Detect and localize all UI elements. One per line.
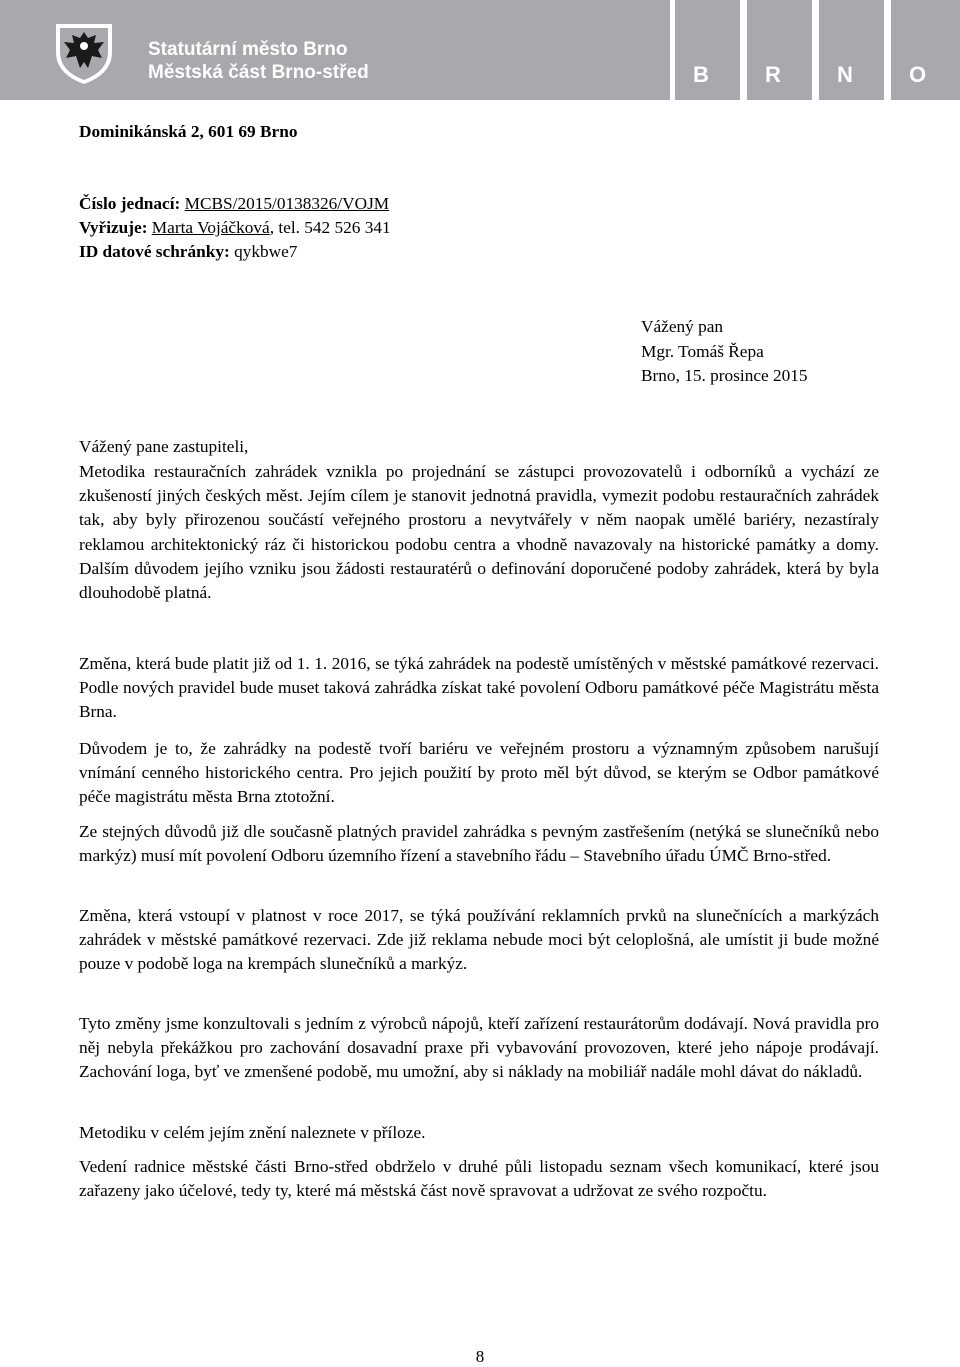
body-paragraph-2: Změna, která bude platit již od 1. 1. 2016, se týká zahrádek na podestě umístěných v městské památkové rezervaci. Podle nových pravidel bude muset taková zahrádka získat také povolení Odboru památkové péče Magistrátu města Brna. — [79, 654, 879, 722]
handler-phone: , tel. 542 526 341 — [269, 218, 391, 237]
databox-label: ID datové schránky: — [79, 242, 230, 261]
organization-name — [148, 38, 369, 84]
brno-logo-cell-o — [891, 0, 960, 100]
body-paragraph-1: Metodika restauračních zahrádek vznikla po projednání se zástupci provozovatelů i odborníků a vychází ze zkušeností jiných českých měst. Jejím cílem je stanovit jednotná pravidla, vymezit podobu restauračních zahrádek tak, aby byly přirozenou součástí veřejného prostoru a nevytvářely v něm naopak umělé bariéry, nezastíraly reklamou architektonický ráz či historickou podobu centra a vhodně navazovaly na historické památky a domy. Dalším důvodem jejího vzniku jsou žádosti restauratérů o definování doporučené podoby zahrádek, která by byla dlouhodobě platná. — [79, 462, 879, 603]
brno-logo — [675, 0, 960, 100]
brno-logo-cell-r — [747, 0, 812, 100]
brno-letter-n: N — [837, 62, 853, 87]
brno-logo-cell-n — [819, 0, 884, 100]
recipient-salutation: Vážený pan — [641, 317, 724, 336]
body-paragraph-3: Důvodem je to, že zahrádky na podestě tvoří bariéru ve veřejném prostoru a významným způsobem narušují vnímání cenného historického centra. Pro jejich použití by proto měl být důvod, se kterým se Odbor památkové péče magistrátu města Brna ztotožní. — [79, 739, 879, 807]
reference-number-line — [79, 192, 389, 216]
body-paragraph-7: Metodiku v celém jejím znění naleznete v příloze. — [79, 1123, 426, 1142]
letterhead-banner — [0, 0, 670, 100]
body-paragraph-6: Tyto změny jsme konzultovali s jedním z výrobců nápojů, kteří zařízení restaurátorům dodávají. Nová pravidla pro něj nebyla překážkou pro zachování dosavadní praxe při vybavování provozoven, které jeho nápoje prodávají. Zachování loga, byť ve zmenšené podobě, mu umožní, aby si náklady na mobiliář nadále mohl dávat do nákladů. — [79, 1014, 879, 1082]
organization-line-1: Statutární město Brno — [148, 39, 348, 60]
recipient-name: Mgr. Tomáš Řepa — [641, 342, 764, 361]
organization-line-2: Městská část Brno-střed — [148, 62, 369, 83]
body-paragraph-4: Ze stejných důvodů již dle současně platných pravidel zahrádka s pevným zastřešením (netýká se slunečníků nebo markýz) musí mít povolení Odboru územního řízení a stavebního řádu – Stavebního úřadu ÚMČ Brno-střed. — [79, 822, 879, 866]
brno-logo-cell-b — [675, 0, 740, 100]
brno-letter-r: R — [765, 62, 781, 87]
greeting: Vážený pane zastupiteli, — [79, 437, 249, 456]
handler-line — [79, 216, 391, 240]
brno-letter-b: B — [693, 62, 709, 87]
letter-date: Brno, 15. prosince 2015 — [641, 366, 808, 385]
page-number: 8 — [475, 1347, 485, 1366]
body-paragraph-5: Změna, která vstoupí v platnost v roce 2017, se týká používání reklamních prvků na slunečnících a markýzách zahrádek v městské památkové rezervaci. Zde již reklama nebude moci být celoplošná, ale umístit ji bude možné pouze v podobě loga na krempách slunečníků a markýz. — [79, 906, 879, 974]
handler-name: Marta Vojáčková — [151, 218, 270, 237]
reference-value: MCBS/2015/0138326/VOJM — [184, 194, 390, 213]
letterhead — [0, 0, 960, 100]
office-address: Dominikánská 2, 601 69 Brno — [79, 122, 298, 141]
brno-letter-o: O — [909, 62, 927, 87]
coat-of-arms-icon — [52, 18, 116, 86]
body-paragraph-8: Vedení radnice městské části Brno-střed obdrželo v druhé půli listopadu seznam všech komunikací, které jsou zařazeny jako účelové, tedy ty, které má městská část nově spravovat a udržovat ze svého rozpočtu. — [79, 1157, 879, 1201]
reference-label: Číslo jednací: — [79, 194, 181, 213]
databox-line — [79, 240, 297, 264]
databox-value: qykbwe7 — [234, 242, 298, 261]
handler-label: Vyřizuje: — [79, 218, 148, 237]
